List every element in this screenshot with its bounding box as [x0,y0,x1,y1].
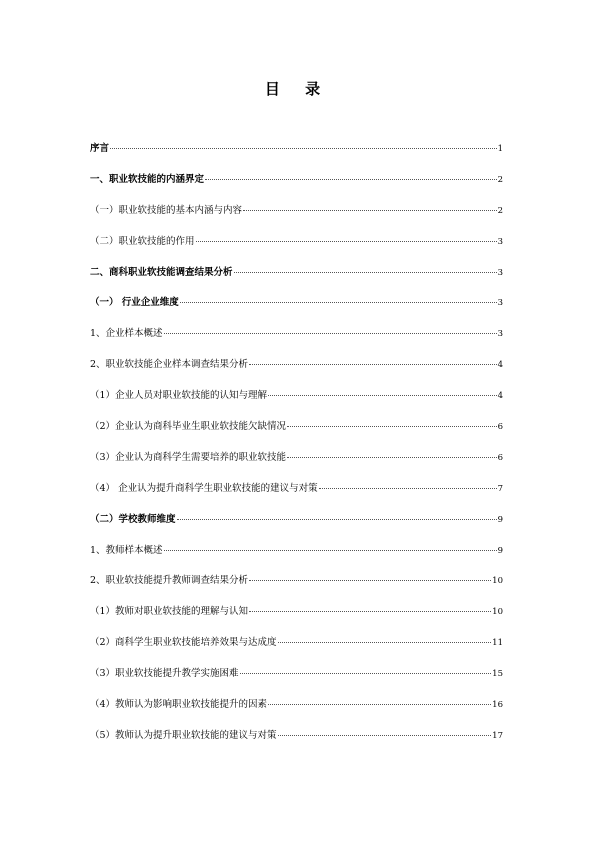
toc-entry[interactable] [90,418,503,449]
toc-entry-label: （3）企业认为商科学生需要培养的职业软技能 [90,451,287,463]
toc-leader-dots [287,456,497,458]
toc-entry[interactable] [90,511,503,542]
toc-entry[interactable] [90,325,503,356]
toc-leader-dots [243,209,497,211]
toc-page-number: 3 [497,236,503,247]
toc-entry-label: （一） 行业企业维度 [90,297,179,309]
toc-entry-label: （2）商科学生职业软技能培养效果与达成度 [90,637,277,649]
toc-leader-dots [268,394,497,396]
toc-leader-dots [205,178,497,180]
toc-entry[interactable] [90,727,503,758]
toc-page-number: 10 [492,607,503,618]
toc-entry-label: （5）教师认为提升职业软技能的建议与对策 [90,729,277,741]
toc-entry[interactable] [90,264,503,295]
toc-page-number: 2 [497,174,503,185]
toc-leader-dots [196,240,497,242]
toc-page-number: 9 [497,514,503,525]
toc-page-number: 10 [492,576,503,587]
toc-leader-dots [110,147,497,149]
toc-entry[interactable] [90,294,503,325]
toc-entry-label: 1、教师样本概述 [90,544,163,556]
toc-leader-dots [177,518,497,520]
toc-page-number: 7 [497,483,503,494]
toc-entry[interactable] [90,233,503,264]
toc-leader-dots [180,301,497,303]
toc-entry-label: （二）职业软技能的作用 [90,235,195,247]
toc-entry-label: （1）企业人员对职业软技能的认知与理解 [90,390,268,402]
toc-leader-dots [249,610,491,612]
toc-page-number: 3 [497,298,503,309]
toc-page-number: 4 [497,391,503,402]
toc-leader-dots [278,734,492,736]
toc-entry[interactable] [90,542,503,573]
toc-page-number: 16 [492,700,503,711]
toc-entry-label: （3）职业软技能提升教学实施困难 [90,668,239,680]
toc-entry-label: （1）教师对职业软技能的理解与认知 [90,606,249,618]
toc-entry[interactable] [90,140,503,171]
toc-page-number: 15 [492,669,503,680]
toc-page-number: 3 [497,329,503,340]
toc-entry[interactable] [90,480,503,511]
toc-leader-dots [287,425,497,427]
toc-leader-dots [234,271,497,273]
toc-title: 目 录 [264,80,331,98]
toc-entry-label: 二、商科职业软技能调查结果分析 [90,266,233,278]
toc-entry-label: （一）职业软技能的基本内涵与内容 [90,204,243,216]
toc-leader-dots [249,363,497,365]
toc-entry-label: 一、职业软技能的内涵界定 [90,173,205,185]
toc-leader-dots [278,641,492,643]
toc-leader-dots [164,332,497,334]
toc-entry-label: （4） 企业认为提升商科学生职业软技能的建议与对策 [90,482,318,494]
toc-entry[interactable] [90,171,503,202]
toc-page-number: 3 [497,267,503,278]
toc-page-number: 1 [497,144,503,154]
toc-entry-label: 2、职业软技能提升教师调查结果分析 [90,575,249,587]
toc-leader-dots [164,549,497,551]
toc-entry-label: （二）学校教师维度 [90,513,176,525]
table-of-contents [90,140,503,758]
toc-leader-dots [240,672,492,674]
toc-page-number: 11 [492,638,503,649]
toc-entry-label: 1、企业样本概述 [90,328,163,340]
toc-page-number: 6 [497,452,503,463]
toc-leader-dots [249,579,491,581]
toc-entry[interactable] [90,449,503,480]
toc-leader-dots [268,703,491,705]
toc-entry[interactable] [90,202,503,233]
toc-leader-dots [319,487,497,489]
toc-entry[interactable] [90,603,503,634]
toc-page-number: 9 [497,545,503,556]
toc-entry[interactable] [90,665,503,696]
toc-entry-label: 2、职业软技能企业样本调查结果分析 [90,359,249,371]
toc-page-number: 4 [497,360,503,371]
toc-entry[interactable] [90,572,503,603]
toc-entry-label: （2）企业认为商科毕业生职业软技能欠缺情况 [90,421,287,433]
toc-entry[interactable] [90,387,503,418]
toc-page-number: 2 [497,205,503,216]
toc-entry[interactable] [90,634,503,665]
toc-page-number: 6 [497,422,503,433]
toc-entry[interactable] [90,356,503,387]
toc-entry[interactable] [90,696,503,727]
toc-entry-label: 序言 [90,143,110,154]
toc-entry-label: （4）教师认为影响职业软技能提升的因素 [90,699,268,711]
toc-page-number: 17 [492,730,503,741]
